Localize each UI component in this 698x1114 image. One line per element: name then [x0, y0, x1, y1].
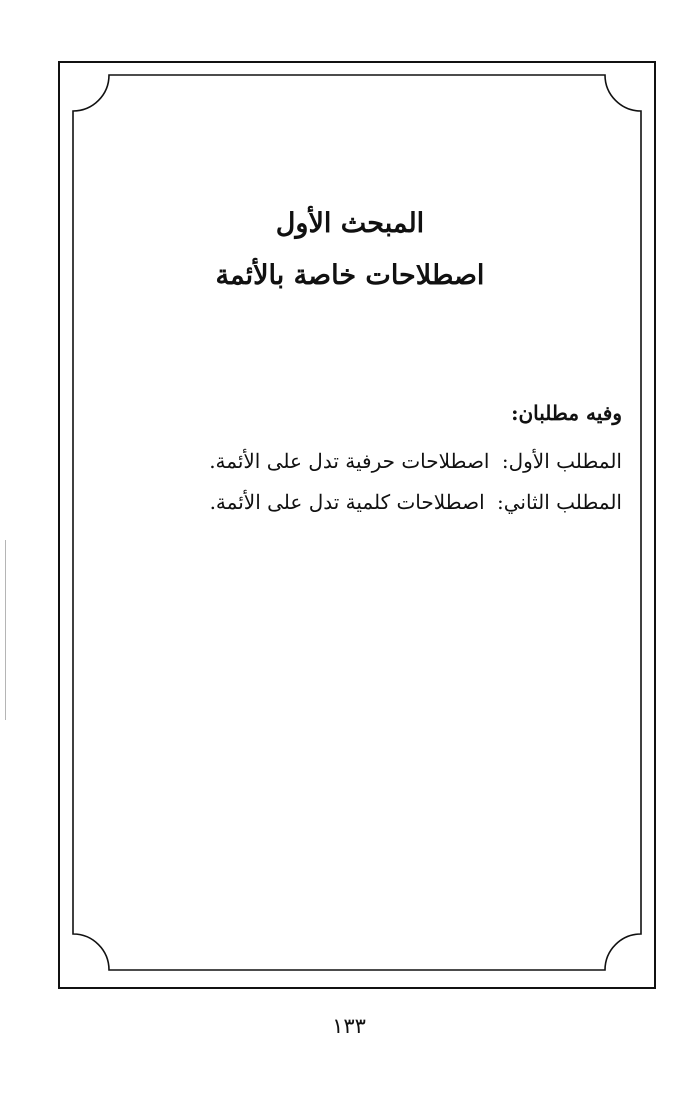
outer-border: [59, 62, 655, 988]
subsection-item-first: [209, 451, 622, 471]
section-heading: المبحث الأول: [275, 208, 425, 239]
subsection-text: اصطلاحات حرفية تدل على الأئمة.: [209, 449, 490, 473]
intro-line: وفيه مطلبان:: [511, 401, 622, 425]
subsection-label: المطلب الأول:: [501, 449, 622, 473]
page-number: ١٣٣: [332, 1014, 366, 1038]
subsection-item-second: [210, 492, 622, 512]
section-title: اصطلاحات خاصة بالأئمة: [215, 260, 485, 291]
subsection-text: اصطلاحات كلمية تدل على الأئمة.: [209, 490, 485, 514]
scan-edge-mark: [5, 540, 6, 720]
subsection-label: المطلب الثاني:: [497, 490, 622, 514]
